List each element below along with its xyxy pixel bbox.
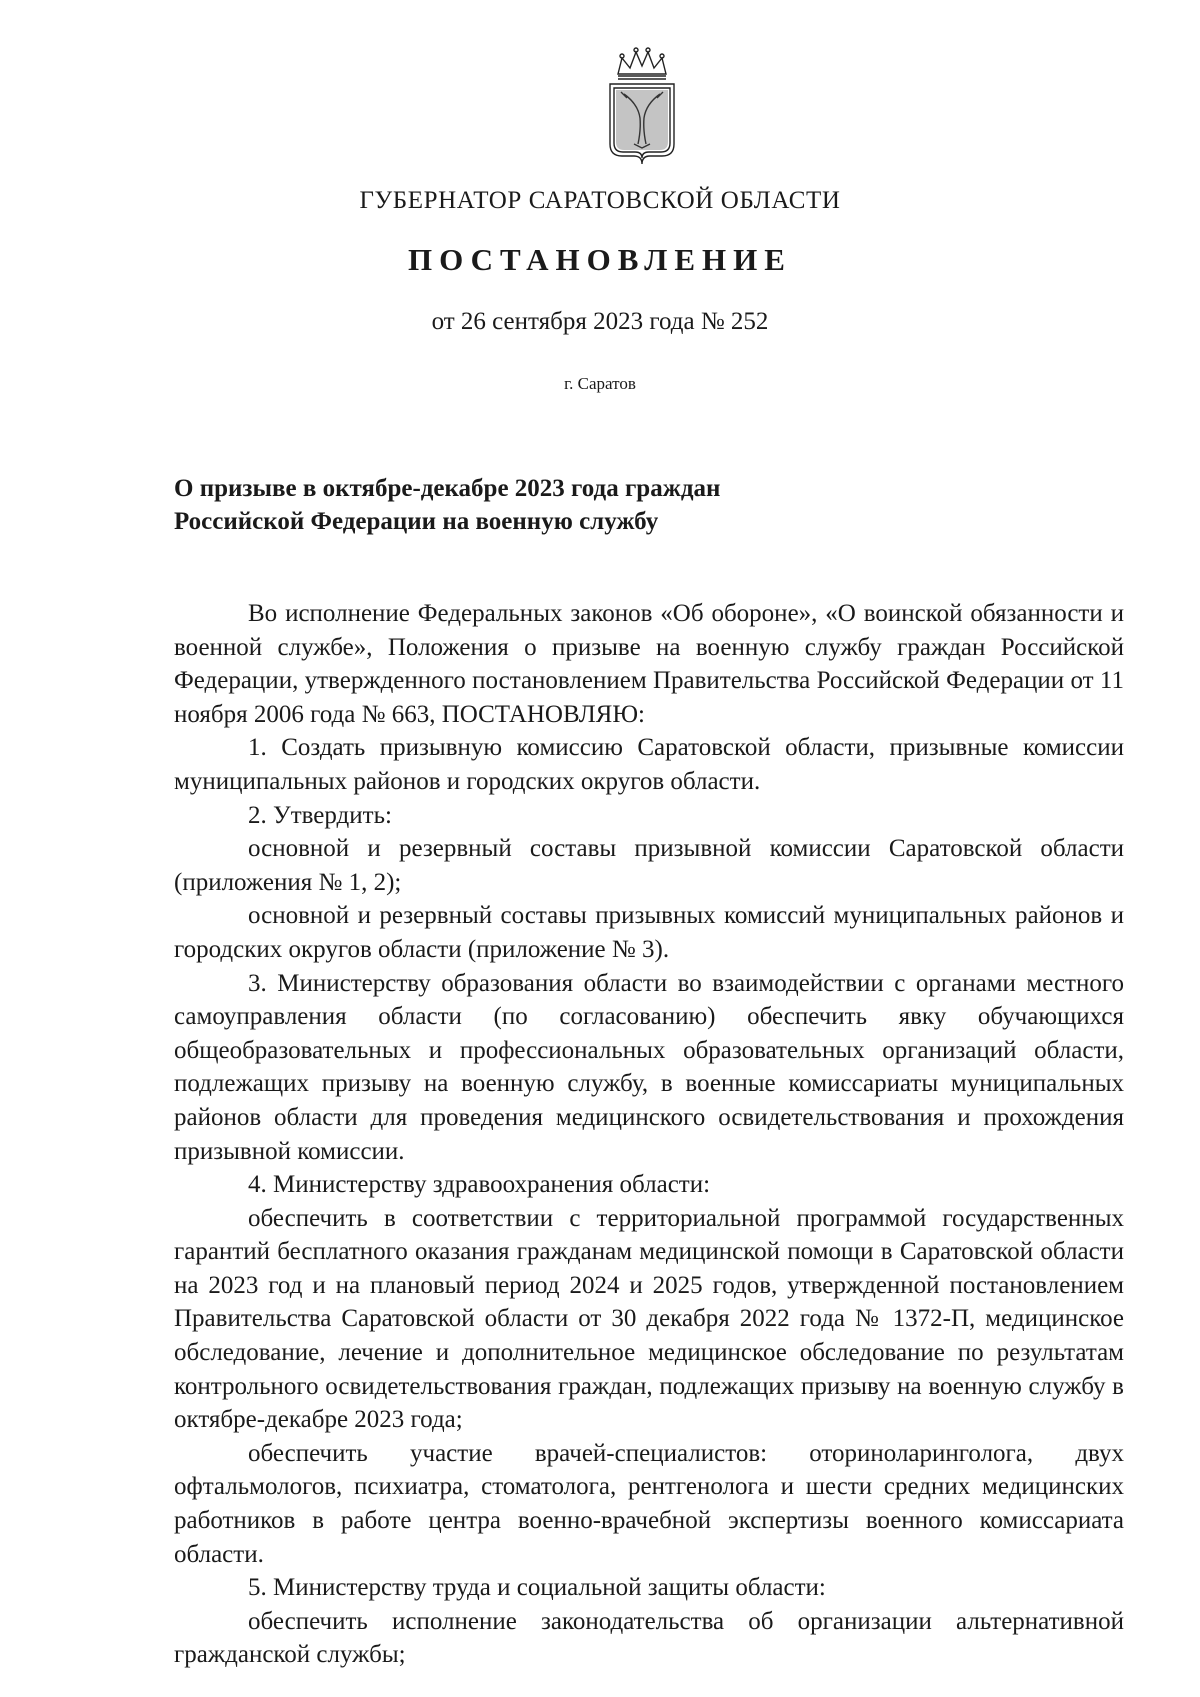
document-city: г. Саратов <box>564 374 636 393</box>
paragraph-item-2: 2. Утвердить: <box>248 801 392 829</box>
paragraph-item-4-sub-2: обеспечить участие врачей-специалистов: оториноларинголога, двух офтальмологов, психиатра, стоматолога, рентгенолога и шести средних медицинских работников в работе центра военно-врачебной экспертизы военного комиссариата области. <box>174 1439 1124 1568</box>
document-title: ПОСТАНОВЛЕНИЕ <box>408 242 792 277</box>
document-date-number: от 26 сентября 2023 года № 252 <box>431 308 769 335</box>
paragraph-item-2-sub-2: основной и резервный составы призывных комиссий муниципальных районов и городских округов области (приложение № 3). <box>174 902 1124 963</box>
paragraph-item-4: 4. Министерству здравоохранения области: <box>248 1171 711 1199</box>
paragraph-item-5-sub-1: обеспечить исполнение законодательства об организации альтернативной гражданской службы; <box>174 1607 1124 1669</box>
document-subject <box>174 472 874 538</box>
preamble-paragraph: Во исполнение Федеральных законов «Об обороне», «О воинской обязанности и военной службе», Положения о призыве на военную службу граждан Российской Федерации, утвержденного постановлением Правительства Российской Федерации от 11 ноября 2006 года № 663, ПОСТАНОВЛЯЮ: <box>174 600 1124 728</box>
document-body <box>174 597 1124 1672</box>
saratov-coat-of-arms-icon <box>604 44 680 166</box>
paragraph-item-2-sub-1: основной и резервный составы призывной комиссии Саратовской области (приложения № 1, 2); <box>174 835 1124 896</box>
issuing-authority: ГУБЕРНАТОР САРАТОВСКОЙ ОБЛАСТИ <box>359 187 841 214</box>
paragraph-item-1: 1. Создать призывную комиссию Саратовской области, призывные комиссии муниципальных районов и городских округов области. <box>174 734 1124 795</box>
paragraph-item-3: 3. Министерству образования области во взаимодействии с органами местного самоуправления области (по согласованию) обеспечить явку обучающихся общеобразовательных и профессиональных образовательных организаций области, подлежащих призыву на военную службу, в военные комиссариаты муниципальных районов области для проведения медицинского освидетельствования и прохождения призывной комиссии. <box>174 969 1124 1165</box>
subject-line-2: Российской Федерации на военную службу <box>174 508 659 535</box>
paragraph-item-5: 5. Министерству труда и социальной защиты области: <box>248 1574 826 1602</box>
subject-line-1: О призыве в октябре-декабре 2023 года граждан <box>174 475 721 502</box>
paragraph-item-4-sub-1: обеспечить в соответствии с территориальной программой государственных гарантий бесплатного оказания гражданам медицинской помощи в Саратовской области на 2023 год и на плановый период 2024 и 2025 годов, утвержденной постановлением Правительства Саратовской области от 30 декабря 2022 года № 1372-П, медицинское обследование, лечение и дополнительное медицинское обследование по результатам контрольного освидетельствования граждан, подлежащих призыву на военную службу в октябре-декабре 2023 года; <box>174 1204 1124 1434</box>
